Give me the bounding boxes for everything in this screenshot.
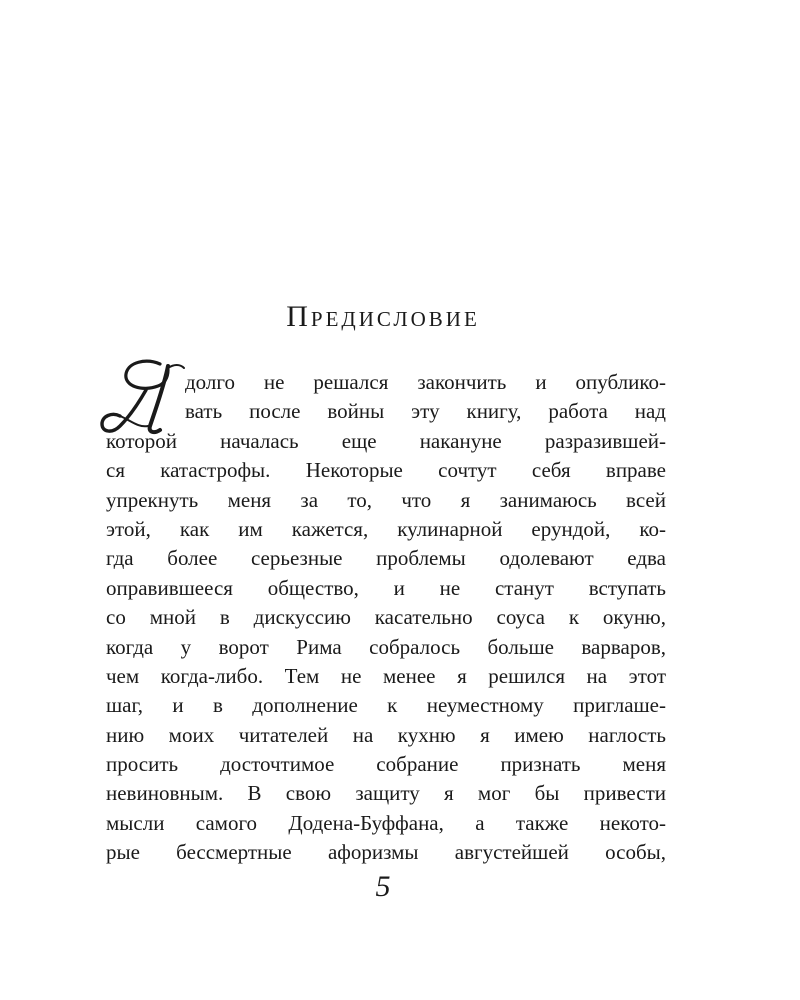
text-line: упрекнуть меня за то, что я занимаюсь всей: [106, 487, 666, 512]
text-line: шаг, и в дополнение к неуместному приглаше-: [106, 693, 666, 718]
text-line: нию моих читателей на кухню я имею наглость: [106, 722, 666, 747]
text-line: невиновным. В свою защиту я мог бы привести: [106, 781, 666, 806]
text-line: долго не решался закончить и опублико-: [185, 370, 666, 394]
text-line: вать после войны эту книгу, работа над: [185, 399, 666, 424]
text-line: которой началась еще накануне разразившей-: [106, 428, 666, 453]
text-line: этой, как им кажется, кулинарной ерундой, ко-: [106, 516, 666, 541]
text-line: ся катастрофы. Некоторые сочтут себя вправе: [106, 458, 666, 483]
chapter-title: Предисловие: [286, 300, 480, 333]
text-line: гда более серьезные проблемы одолевают едва: [106, 546, 666, 571]
text-line: чем когда-либо. Тем не менее я решился на этот: [106, 663, 666, 688]
text-line: оправившееся общество, и не станут вступать: [106, 575, 666, 600]
preface-text: [106, 368, 666, 868]
page-number: 5: [375, 870, 391, 903]
text-line: просить досточтимое собрание признать меня: [106, 752, 666, 777]
text-line: рые бессмертные афоризмы августейшей особы,: [106, 840, 666, 865]
text-line: когда у ворот Рима собралось больше варваров,: [106, 634, 666, 659]
text-line: со мной в дискуссию касательно соуса к окуню,: [106, 605, 666, 630]
text-line: мысли самого Додена-Буффана, а также некото-: [106, 810, 666, 835]
